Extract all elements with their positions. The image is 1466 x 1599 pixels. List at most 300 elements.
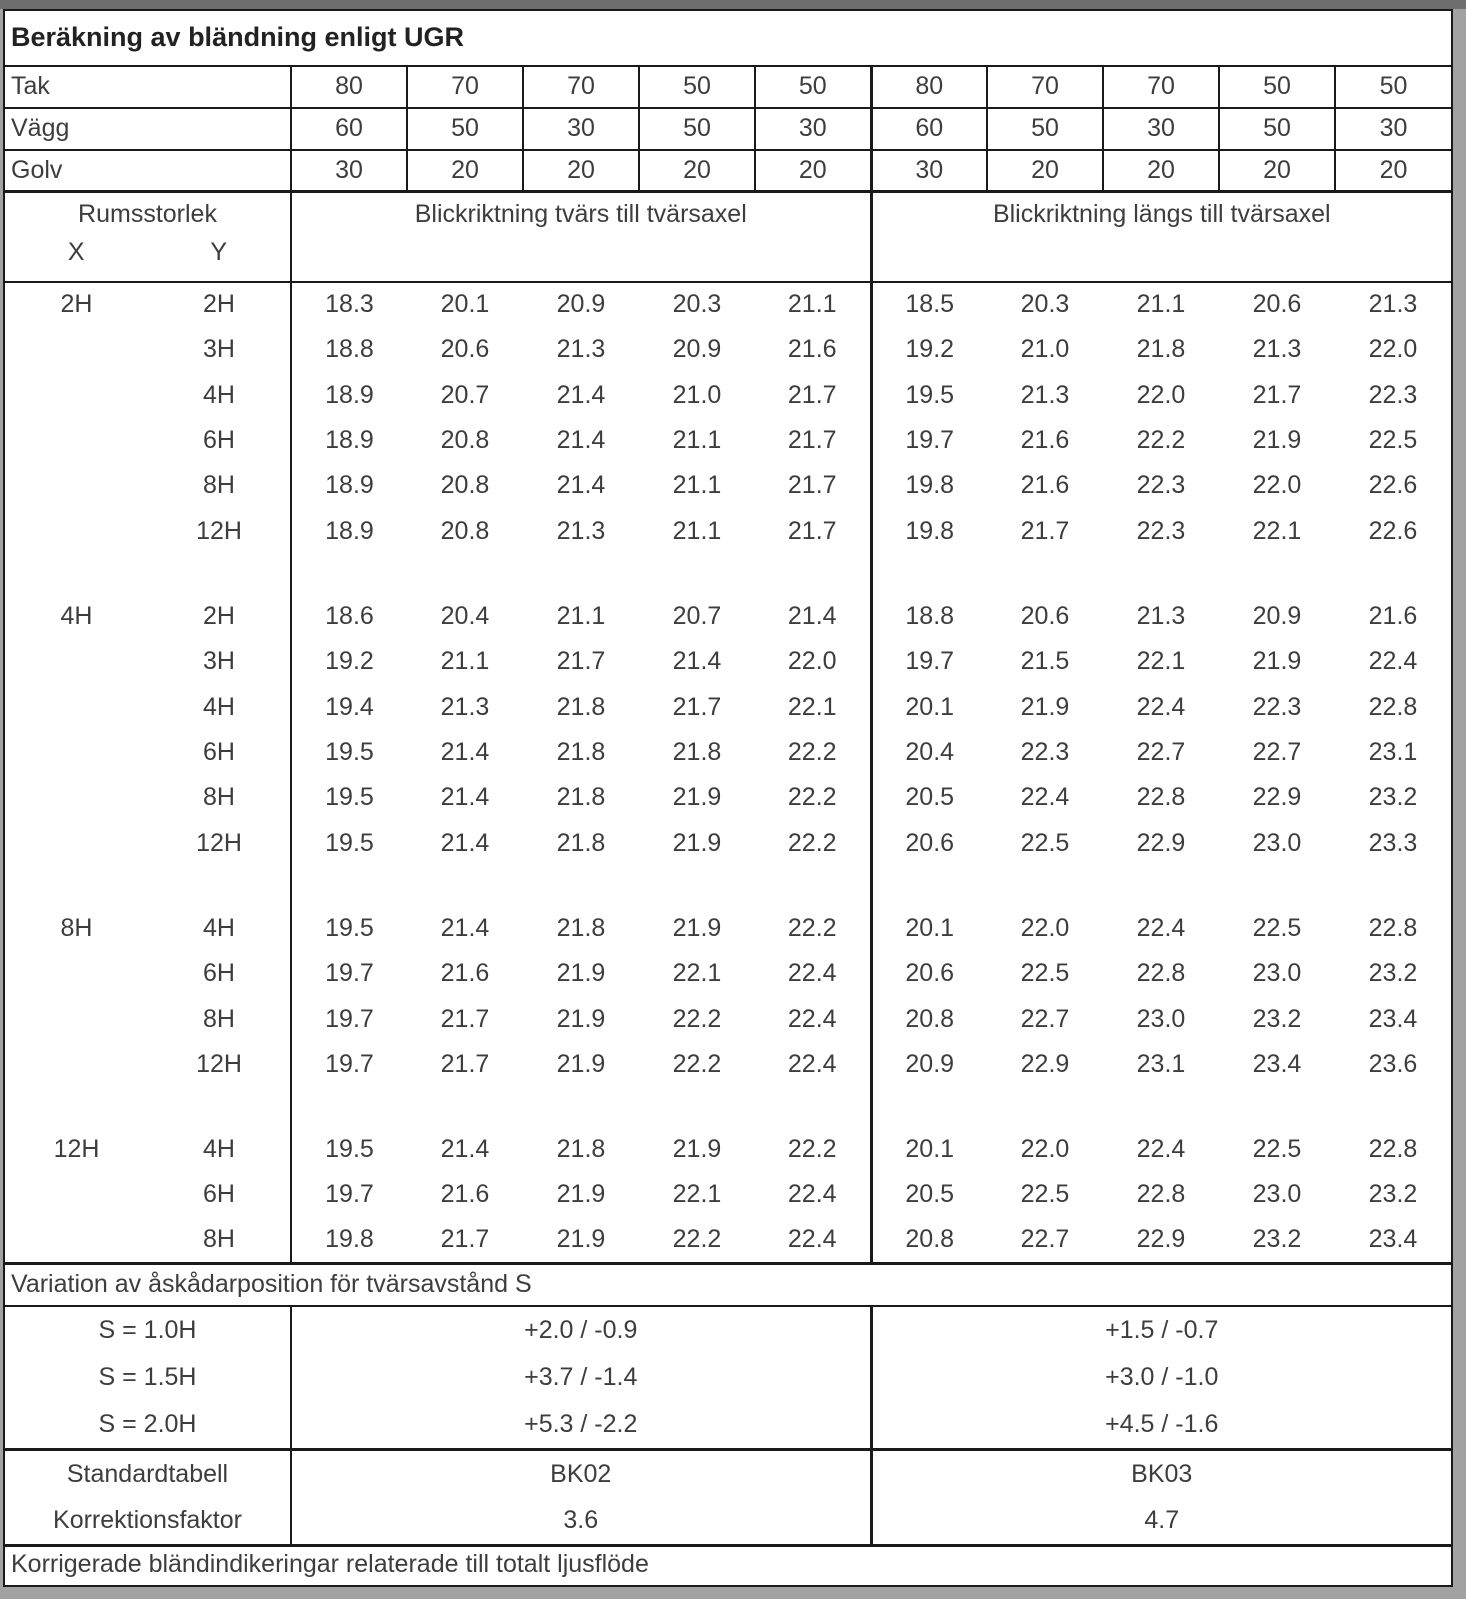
ugr-value-tvars: 21.9 bbox=[556, 1049, 606, 1078]
room-y-value: 2H bbox=[203, 601, 235, 630]
ugr-value-tvars: 20.8 bbox=[440, 426, 490, 454]
ugr-value-tvars: 21.0 bbox=[672, 380, 722, 409]
ugr-value-langs: 23.0 bbox=[1136, 1004, 1186, 1033]
room-x-value bbox=[5, 327, 148, 372]
ugr-value-langs: 22.5 bbox=[1368, 426, 1418, 454]
ugr-value-langs: 22.6 bbox=[1368, 471, 1418, 500]
ugr-data-section bbox=[5, 282, 1451, 1264]
ugr-value-langs: 22.0 bbox=[1020, 1134, 1070, 1163]
ugr-value-tvars: 21.7 bbox=[787, 516, 837, 545]
variation-row bbox=[5, 1306, 1451, 1354]
ugr-value-langs: 23.0 bbox=[1252, 959, 1302, 988]
ugr-value-langs: 21.6 bbox=[1020, 426, 1070, 454]
room-x-value bbox=[5, 639, 148, 684]
gap-cell bbox=[291, 866, 871, 905]
ugr-value-tvars: 21.1 bbox=[672, 471, 722, 500]
column-header-row bbox=[5, 192, 1451, 282]
surface-value: 20 bbox=[755, 150, 871, 192]
standard-label: Korrektionsfaktor bbox=[53, 1506, 242, 1535]
ugr-row bbox=[5, 997, 1451, 1042]
ugr-value-tvars: 22.0 bbox=[787, 647, 837, 676]
ugr-value-langs: 21.9 bbox=[1252, 647, 1302, 676]
room-x-value bbox=[5, 997, 148, 1042]
ugr-value-langs: 19.8 bbox=[871, 509, 987, 554]
ugr-value-tvars: 21.1 bbox=[787, 290, 837, 319]
ugr-value-tvars: 22.2 bbox=[787, 828, 837, 857]
ugr-value-tvars: 21.4 bbox=[556, 426, 606, 454]
ugr-value-tvars: 21.4 bbox=[440, 1134, 490, 1163]
ugr-row bbox=[5, 639, 1451, 684]
room-y-value: 12H bbox=[196, 516, 242, 545]
ugr-value-tvars: 20.6 bbox=[440, 335, 490, 364]
standard-value-langs: 4.7 bbox=[871, 1498, 1451, 1546]
ugr-value-langs: 21.5 bbox=[1020, 647, 1070, 676]
ugr-value-langs: 22.5 bbox=[1020, 1180, 1070, 1209]
ugr-value-langs: 22.9 bbox=[1136, 1225, 1186, 1254]
variation-label: S = 2.0H bbox=[98, 1410, 197, 1439]
ugr-value-tvars: 21.9 bbox=[556, 1180, 606, 1209]
ugr-value-tvars: 22.2 bbox=[787, 783, 837, 812]
ugr-value-langs: 19.7 bbox=[871, 418, 987, 463]
ugr-value-tvars: 20.7 bbox=[440, 380, 490, 409]
ugr-value-tvars: 21.8 bbox=[556, 692, 606, 721]
room-y-value: 8H bbox=[203, 783, 235, 812]
ugr-value-tvars: 22.2 bbox=[787, 737, 837, 766]
room-x-value bbox=[5, 1218, 148, 1264]
standard-row bbox=[5, 1450, 1451, 1498]
ugr-value-tvars: 21.6 bbox=[440, 1180, 490, 1209]
surface-value: 50 bbox=[1219, 66, 1335, 108]
ugr-value-langs: 21.3 bbox=[1368, 290, 1418, 319]
ugr-value-langs: 22.8 bbox=[1368, 692, 1418, 721]
room-y-value: 8H bbox=[203, 1225, 235, 1254]
ugr-value-tvars: 21.9 bbox=[672, 828, 722, 857]
ugr-value-tvars: 22.1 bbox=[672, 1180, 722, 1209]
ugr-value-tvars: 21.7 bbox=[787, 471, 837, 500]
ugr-row bbox=[5, 1127, 1451, 1172]
room-y-value: 2H bbox=[203, 290, 235, 319]
surface-value: 70 bbox=[987, 66, 1103, 108]
ugr-value-langs: 23.0 bbox=[1252, 828, 1302, 857]
surface-value: 80 bbox=[871, 66, 987, 108]
ugr-value-tvars: 21.3 bbox=[556, 335, 606, 364]
variation-value-tvars: +3.7 / -1.4 bbox=[291, 1354, 871, 1402]
surface-label: Vägg bbox=[5, 108, 291, 150]
surface-value: 50 bbox=[639, 108, 755, 150]
ugr-value-tvars: 20.7 bbox=[672, 601, 722, 630]
ugr-value-langs: 23.0 bbox=[1252, 1180, 1302, 1209]
room-y-value: 12H bbox=[196, 828, 242, 857]
ugr-value-tvars: 22.1 bbox=[787, 692, 837, 721]
variation-section bbox=[5, 1306, 1451, 1449]
ugr-value-tvars: 18.3 bbox=[291, 282, 407, 327]
ugr-value-tvars: 21.8 bbox=[556, 828, 606, 857]
ugr-value-langs: 22.2 bbox=[1136, 426, 1186, 454]
surface-value: 20 bbox=[1103, 150, 1219, 192]
ugr-row bbox=[5, 509, 1451, 554]
ugr-value-langs: 22.6 bbox=[1368, 516, 1418, 545]
ugr-value-langs: 22.7 bbox=[1020, 1004, 1070, 1033]
surface-value: 20 bbox=[1335, 150, 1451, 192]
title-section bbox=[5, 11, 1451, 66]
surface-label: Tak bbox=[5, 66, 291, 108]
surface-value: 20 bbox=[407, 150, 523, 192]
ugr-value-tvars: 21.1 bbox=[556, 601, 606, 630]
ugr-value-langs: 21.9 bbox=[1252, 426, 1302, 454]
ugr-value-tvars: 21.7 bbox=[787, 380, 837, 409]
ugr-value-tvars: 20.8 bbox=[440, 471, 490, 500]
ugr-value-langs: 22.9 bbox=[1252, 783, 1302, 812]
room-x-value bbox=[5, 1172, 148, 1217]
xy-axis-labels bbox=[5, 239, 290, 267]
ugr-value-tvars: 21.8 bbox=[556, 737, 606, 766]
ugr-value-langs: 21.3 bbox=[1136, 601, 1186, 630]
ugr-value-langs: 22.3 bbox=[1136, 516, 1186, 545]
ugr-value-langs: 22.3 bbox=[1368, 380, 1418, 409]
ugr-value-langs: 22.7 bbox=[1136, 737, 1186, 766]
ugr-row bbox=[5, 1218, 1451, 1264]
surface-value: 50 bbox=[407, 108, 523, 150]
ugr-value-langs: 20.1 bbox=[871, 906, 987, 951]
ugr-value-langs: 20.9 bbox=[1252, 601, 1302, 630]
standard-value-tvars: 3.6 bbox=[291, 1498, 871, 1546]
ugr-row bbox=[5, 594, 1451, 639]
ugr-value-langs: 21.8 bbox=[1136, 335, 1186, 364]
ugr-value-tvars: 19.7 bbox=[291, 997, 407, 1042]
window-top-strip bbox=[0, 0, 1466, 9]
standard-table-section bbox=[5, 1450, 1451, 1546]
ugr-value-langs: 22.8 bbox=[1136, 1180, 1186, 1209]
ugr-value-tvars: 22.2 bbox=[672, 1225, 722, 1254]
ugr-value-langs: 21.6 bbox=[1368, 601, 1418, 630]
ugr-value-tvars: 22.4 bbox=[787, 959, 837, 988]
surface-value: 70 bbox=[523, 66, 639, 108]
ugr-value-langs: 22.4 bbox=[1136, 913, 1186, 942]
surface-value: 20 bbox=[987, 150, 1103, 192]
variation-heading-section bbox=[5, 1263, 1451, 1306]
y-axis-label: Y bbox=[210, 237, 228, 266]
ugr-value-tvars: 21.7 bbox=[440, 1004, 490, 1033]
ugr-value-langs: 19.5 bbox=[871, 373, 987, 418]
ugr-value-langs: 20.1 bbox=[871, 1127, 987, 1172]
ugr-row bbox=[5, 1042, 1451, 1087]
ugr-value-tvars: 21.6 bbox=[787, 335, 837, 364]
ugr-value-langs: 22.5 bbox=[1252, 1134, 1302, 1163]
variation-heading: Variation av åskådarposition för tvärsavstånd S bbox=[5, 1263, 1451, 1306]
ugr-value-tvars: 21.4 bbox=[440, 737, 490, 766]
ugr-row bbox=[5, 951, 1451, 996]
ugr-value-langs: 20.6 bbox=[871, 821, 987, 866]
ugr-value-langs: 20.6 bbox=[1252, 290, 1302, 319]
ugr-value-langs: 18.5 bbox=[871, 282, 987, 327]
ugr-value-langs: 20.3 bbox=[1020, 290, 1070, 319]
room-x-value bbox=[5, 509, 148, 554]
ugr-value-tvars: 22.4 bbox=[787, 1049, 837, 1078]
ugr-value-tvars: 18.9 bbox=[291, 509, 407, 554]
ugr-value-langs: 18.8 bbox=[871, 594, 987, 639]
ugr-value-tvars: 18.9 bbox=[291, 373, 407, 418]
ugr-value-tvars: 21.1 bbox=[672, 426, 722, 454]
ugr-value-langs: 20.8 bbox=[871, 997, 987, 1042]
surface-value: 30 bbox=[291, 150, 407, 192]
ugr-value-langs: 23.2 bbox=[1252, 1225, 1302, 1254]
column-header-section bbox=[5, 192, 1451, 282]
ugr-value-langs: 23.4 bbox=[1368, 1004, 1418, 1033]
ugr-value-tvars: 19.7 bbox=[291, 951, 407, 996]
ugr-value-tvars: 21.7 bbox=[440, 1225, 490, 1254]
ugr-value-langs: 22.8 bbox=[1368, 1134, 1418, 1163]
variation-value-langs: +4.5 / -1.6 bbox=[871, 1402, 1451, 1450]
ugr-value-tvars: 21.4 bbox=[556, 471, 606, 500]
ugr-value-langs: 20.5 bbox=[871, 775, 987, 820]
ugr-value-langs: 22.5 bbox=[1020, 828, 1070, 857]
gap-cell bbox=[871, 554, 1451, 593]
ugr-row bbox=[5, 373, 1451, 418]
ugr-value-langs: 22.4 bbox=[1136, 1134, 1186, 1163]
room-x-value: 8H bbox=[60, 913, 93, 942]
ugr-value-langs: 21.1 bbox=[1136, 290, 1186, 319]
room-y-value: 8H bbox=[203, 471, 235, 500]
ugr-value-tvars: 22.1 bbox=[672, 959, 722, 988]
ugr-value-langs: 20.6 bbox=[871, 951, 987, 996]
room-y-value: 3H bbox=[203, 647, 235, 676]
room-size-header bbox=[5, 192, 291, 282]
ugr-value-tvars: 21.3 bbox=[556, 516, 606, 545]
ugr-value-langs: 22.9 bbox=[1020, 1049, 1070, 1078]
ugr-value-langs: 22.4 bbox=[1368, 647, 1418, 676]
ugr-value-tvars: 22.2 bbox=[672, 1004, 722, 1033]
ugr-value-langs: 22.5 bbox=[1252, 913, 1302, 942]
ugr-value-langs: 19.7 bbox=[871, 639, 987, 684]
room-x-value bbox=[5, 821, 148, 866]
ugr-value-tvars: 19.4 bbox=[291, 685, 407, 730]
ugr-value-langs: 22.8 bbox=[1136, 959, 1186, 988]
surface-value: 30 bbox=[755, 108, 871, 150]
ugr-value-tvars: 21.8 bbox=[556, 1134, 606, 1163]
surface-row bbox=[5, 66, 1451, 108]
surface-label: Golv bbox=[5, 150, 291, 192]
standard-value-tvars: BK02 bbox=[291, 1450, 871, 1498]
ugr-value-tvars: 21.9 bbox=[556, 1004, 606, 1033]
surface-value: 60 bbox=[871, 108, 987, 150]
ugr-value-tvars: 21.4 bbox=[787, 601, 837, 630]
ugr-value-langs: 22.7 bbox=[1020, 1225, 1070, 1254]
ugr-row bbox=[5, 463, 1451, 508]
ugr-value-tvars: 19.5 bbox=[291, 775, 407, 820]
ugr-value-tvars: 21.7 bbox=[672, 692, 722, 721]
surface-value: 50 bbox=[639, 66, 755, 108]
surface-value: 20 bbox=[1219, 150, 1335, 192]
ugr-row bbox=[5, 906, 1451, 951]
room-x-value bbox=[5, 1042, 148, 1087]
ugr-value-langs: 21.0 bbox=[1020, 335, 1070, 364]
ugr-value-tvars: 21.8 bbox=[556, 913, 606, 942]
ugr-value-langs: 21.6 bbox=[1020, 471, 1070, 500]
report-title: Beräkning av bländning enligt UGR bbox=[5, 11, 1451, 66]
ugr-value-langs: 23.3 bbox=[1368, 828, 1418, 857]
ugr-value-tvars: 18.6 bbox=[291, 594, 407, 639]
ugr-value-langs: 23.6 bbox=[1368, 1049, 1418, 1078]
room-x-value bbox=[5, 685, 148, 730]
variation-label: S = 1.0H bbox=[98, 1316, 197, 1345]
ugr-value-langs: 23.1 bbox=[1136, 1049, 1186, 1078]
ugr-value-tvars: 21.9 bbox=[672, 913, 722, 942]
ugr-row bbox=[5, 418, 1451, 463]
surface-value: 50 bbox=[755, 66, 871, 108]
surface-value: 50 bbox=[1219, 108, 1335, 150]
surface-value: 20 bbox=[639, 150, 755, 192]
room-x-value: 4H bbox=[60, 601, 93, 630]
ugr-value-tvars: 22.2 bbox=[672, 1049, 722, 1078]
ugr-value-tvars: 21.7 bbox=[556, 647, 606, 676]
variation-value-langs: +1.5 / -0.7 bbox=[871, 1306, 1451, 1354]
ugr-value-tvars: 21.9 bbox=[672, 783, 722, 812]
variation-value-langs: +3.0 / -1.0 bbox=[871, 1354, 1451, 1402]
room-y-value: 3H bbox=[203, 335, 235, 364]
standard-label: Standardtabell bbox=[5, 1450, 291, 1498]
ugr-value-tvars: 19.7 bbox=[291, 1042, 407, 1087]
ugr-value-langs: 22.4 bbox=[1020, 783, 1070, 812]
room-x-value bbox=[5, 463, 148, 508]
ugr-value-tvars: 21.4 bbox=[440, 913, 490, 942]
ugr-value-langs: 22.3 bbox=[1020, 737, 1070, 766]
surface-value: 30 bbox=[523, 108, 639, 150]
ugr-value-langs: 20.5 bbox=[871, 1172, 987, 1217]
ugr-value-langs: 22.0 bbox=[1252, 471, 1302, 500]
ugr-value-tvars: 21.8 bbox=[556, 783, 606, 812]
ugr-value-langs: 20.1 bbox=[871, 685, 987, 730]
ugr-value-tvars: 20.8 bbox=[440, 516, 490, 545]
standard-value-langs: BK03 bbox=[871, 1450, 1451, 1498]
group-gap-row bbox=[5, 554, 1451, 593]
room-y-value: 6H bbox=[203, 737, 235, 766]
ugr-value-langs: 19.2 bbox=[871, 327, 987, 372]
footer-row bbox=[5, 1546, 1451, 1586]
ugr-value-langs: 23.2 bbox=[1368, 1180, 1418, 1209]
variation-value-tvars: +5.3 / -2.2 bbox=[291, 1402, 871, 1450]
room-x-value bbox=[5, 418, 148, 463]
ugr-value-langs: 21.7 bbox=[1252, 380, 1302, 409]
ugr-value-tvars: 22.2 bbox=[787, 913, 837, 942]
room-y-value: 12H bbox=[196, 1049, 242, 1078]
gap-cell bbox=[871, 1087, 1451, 1126]
ugr-row bbox=[5, 775, 1451, 820]
x-axis-label: X bbox=[67, 237, 85, 266]
room-y-value: 8H bbox=[203, 1004, 235, 1033]
group-header-tvars: Blickriktning tvärs till tvärsaxel bbox=[291, 192, 871, 282]
ugr-value-langs: 20.9 bbox=[871, 1042, 987, 1087]
ugr-value-langs: 21.3 bbox=[1020, 380, 1070, 409]
ugr-value-langs: 20.4 bbox=[871, 730, 987, 775]
gap-cell bbox=[871, 866, 1451, 905]
variation-value-tvars: +2.0 / -0.9 bbox=[291, 1306, 871, 1354]
room-x-value bbox=[5, 730, 148, 775]
ugr-row bbox=[5, 821, 1451, 866]
gap-cell bbox=[291, 1087, 871, 1126]
surface-value: 30 bbox=[1335, 108, 1451, 150]
room-x-value bbox=[5, 373, 148, 418]
ugr-value-tvars: 19.5 bbox=[291, 821, 407, 866]
ugr-value-tvars: 19.5 bbox=[291, 906, 407, 951]
ugr-value-langs: 23.4 bbox=[1368, 1225, 1418, 1254]
surface-row bbox=[5, 108, 1451, 150]
title-row bbox=[5, 11, 1451, 66]
ugr-value-langs: 22.3 bbox=[1136, 471, 1186, 500]
ugr-value-langs: 22.7 bbox=[1252, 737, 1302, 766]
ugr-value-tvars: 21.9 bbox=[556, 1225, 606, 1254]
ugr-value-langs: 22.1 bbox=[1136, 647, 1186, 676]
ugr-row bbox=[5, 1172, 1451, 1217]
ugr-value-langs: 22.5 bbox=[1020, 959, 1070, 988]
ugr-value-tvars: 22.4 bbox=[787, 1180, 837, 1209]
ugr-value-langs: 22.8 bbox=[1136, 783, 1186, 812]
ugr-value-tvars: 19.5 bbox=[291, 730, 407, 775]
surface-row bbox=[5, 150, 1451, 192]
ugr-value-langs: 22.0 bbox=[1020, 913, 1070, 942]
surface-value: 60 bbox=[291, 108, 407, 150]
variation-row bbox=[5, 1354, 1451, 1402]
ugr-value-langs: 22.9 bbox=[1136, 828, 1186, 857]
ugr-value-langs: 21.9 bbox=[1020, 692, 1070, 721]
ugr-table bbox=[5, 11, 1451, 1585]
ugr-row bbox=[5, 327, 1451, 372]
surface-value: 50 bbox=[1335, 66, 1451, 108]
ugr-value-langs: 20.8 bbox=[871, 1218, 987, 1264]
variation-row bbox=[5, 1402, 1451, 1450]
ugr-value-tvars: 21.3 bbox=[440, 692, 490, 721]
surface-value: 70 bbox=[407, 66, 523, 108]
variation-heading-row bbox=[5, 1263, 1451, 1306]
ugr-value-tvars: 19.2 bbox=[291, 639, 407, 684]
room-y-value: 4H bbox=[203, 1134, 235, 1163]
group-gap-row bbox=[5, 866, 1451, 905]
room-y-value: 4H bbox=[203, 913, 235, 942]
ugr-value-langs: 22.0 bbox=[1368, 335, 1418, 364]
surface-value: 20 bbox=[523, 150, 639, 192]
variation-label: S = 1.5H bbox=[98, 1363, 197, 1392]
surface-value: 80 bbox=[291, 66, 407, 108]
surface-reflectance-section bbox=[5, 66, 1451, 192]
room-y-value: 6H bbox=[203, 959, 235, 988]
ugr-value-tvars: 21.9 bbox=[672, 1134, 722, 1163]
room-x-value bbox=[5, 951, 148, 996]
gap-cell bbox=[5, 554, 291, 593]
ugr-row bbox=[5, 282, 1451, 327]
ugr-value-tvars: 18.9 bbox=[291, 463, 407, 508]
ugr-value-tvars: 21.9 bbox=[556, 959, 606, 988]
ugr-value-tvars: 22.4 bbox=[787, 1225, 837, 1254]
ugr-value-tvars: 21.4 bbox=[440, 828, 490, 857]
footer-section bbox=[5, 1546, 1451, 1586]
ugr-value-langs: 22.3 bbox=[1252, 692, 1302, 721]
ugr-value-tvars: 21.7 bbox=[787, 426, 837, 454]
ugr-value-langs: 21.3 bbox=[1252, 335, 1302, 364]
ugr-value-langs: 22.0 bbox=[1136, 380, 1186, 409]
ugr-value-langs: 23.1 bbox=[1368, 737, 1418, 766]
ugr-value-tvars: 20.9 bbox=[672, 335, 722, 364]
room-x-value bbox=[5, 775, 148, 820]
standard-row bbox=[5, 1498, 1451, 1546]
room-y-value: 4H bbox=[203, 380, 235, 409]
footer-note: Korrigerade bländindikeringar relaterade till totalt ljusflöde bbox=[5, 1546, 1451, 1586]
gap-cell bbox=[5, 1087, 291, 1126]
ugr-value-langs: 23.2 bbox=[1368, 783, 1418, 812]
room-x-value: 2H bbox=[60, 290, 93, 319]
ugr-value-tvars: 18.9 bbox=[291, 418, 407, 463]
ugr-value-tvars: 21.4 bbox=[440, 783, 490, 812]
ugr-value-tvars: 22.2 bbox=[787, 1134, 837, 1163]
ugr-value-tvars: 21.4 bbox=[672, 647, 722, 676]
